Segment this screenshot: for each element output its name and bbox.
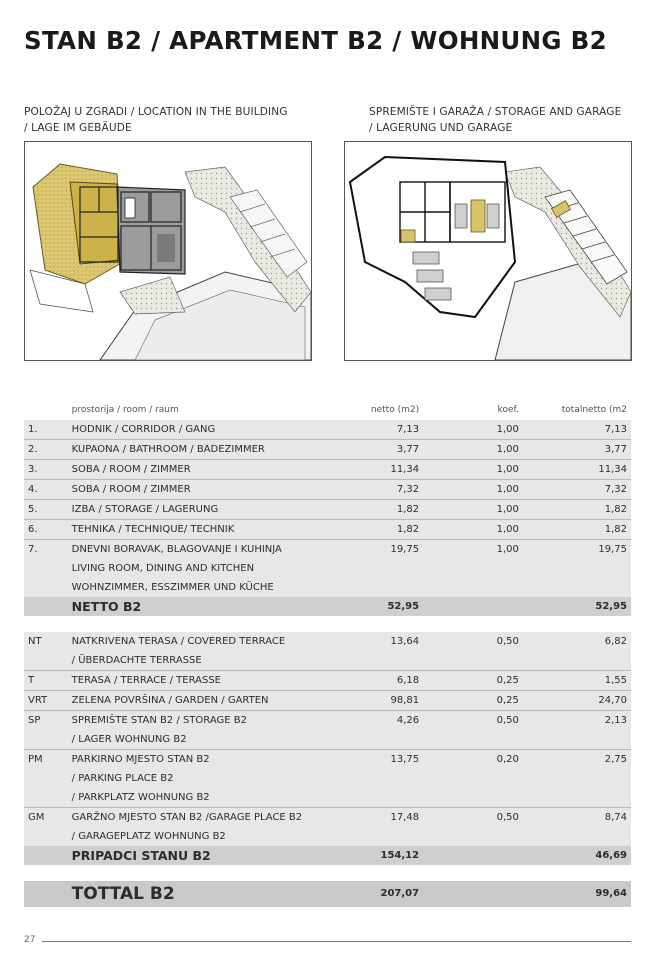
row-total: 2,13 [523, 711, 631, 731]
table-row [24, 420, 631, 440]
table-row [24, 808, 631, 828]
row-name: HODNIK / CORRIDOR / GANG [68, 420, 349, 440]
header-netto: netto (m2) [370, 405, 420, 415]
row-koef: 1,00 [423, 480, 523, 500]
table-row [24, 500, 631, 520]
table-row-continuation [24, 788, 631, 808]
row-name: KUPAONA / BATHROOM / BADEZIMMER [68, 440, 349, 460]
table-row [24, 520, 631, 540]
row-code: 7. [24, 540, 68, 560]
table-row [24, 440, 631, 460]
row-netto: 4,26 [348, 711, 423, 731]
row-koef: 1,00 [423, 540, 523, 560]
grand-total-label: TOTTAL B2 [68, 881, 349, 907]
storage-label-line1: SPREMIŠTE I GARAŽA / STORAGE AND GARAGE [369, 106, 622, 118]
row-code: GM [24, 808, 68, 828]
storage-garage-plan-image [344, 141, 632, 361]
table-row-continuation [24, 730, 631, 750]
grand-total-row [24, 881, 631, 907]
row-code: 1. [24, 420, 68, 440]
location-label-line2: / LAGE IM GEBÄUDE [24, 122, 132, 134]
row-name: PARKIRNO MJESTO STAN B2 [68, 750, 349, 770]
table-row [24, 671, 631, 691]
row-name: TERASA / TERRACE / TERASSE [68, 671, 349, 691]
row-netto: 6,18 [348, 671, 423, 691]
pripadci-total-row [24, 846, 631, 865]
table-row [24, 480, 631, 500]
footer-divider [42, 941, 631, 942]
location-plan-label [24, 104, 314, 136]
row-netto: 17,48 [348, 808, 423, 828]
row-netto: 7,13 [348, 420, 423, 440]
table-row-continuation [24, 651, 631, 671]
row-koef: 0,50 [423, 711, 523, 731]
table-row [24, 540, 631, 560]
row-name: LIVING ROOM, DINING AND KITCHEN [68, 559, 349, 578]
row-koef: 1,00 [423, 440, 523, 460]
row-name: WOHNZIMMER, ESSZIMMER UND KÜCHE [68, 578, 349, 597]
row-koef: 0,50 [423, 632, 523, 651]
row-code: PM [24, 750, 68, 770]
grand-total-total: 99,64 [523, 881, 631, 907]
row-koef: 1,00 [423, 420, 523, 440]
row-netto: 3,77 [348, 440, 423, 460]
row-name: / PARKING PLACE B2 [68, 769, 349, 788]
pripadci-total-total: 46,69 [523, 846, 631, 865]
row-name: ZELENA POVRŠINA / GARDEN / GARTEN [68, 691, 349, 711]
location-label-line1: POLOŽAJ U ZGRADI / LOCATION IN THE BUILDING [24, 106, 288, 118]
row-name: NATKRIVENA TERASA / COVERED TERRACE [68, 632, 349, 651]
row-netto: 98,81 [348, 691, 423, 711]
table-row-continuation [24, 578, 631, 597]
table-row [24, 750, 631, 770]
table-row-continuation [24, 769, 631, 788]
header-room: prostorija / room / raum [71, 405, 179, 415]
storage-plan-label [369, 104, 639, 136]
pripadci-total-label: PRIPADCI STANU B2 [68, 846, 349, 865]
row-code: 3. [24, 460, 68, 480]
row-koef: 1,00 [423, 520, 523, 540]
row-name: SOBA / ROOM / ZIMMER [68, 460, 349, 480]
row-koef: 1,00 [423, 500, 523, 520]
row-total: 7,32 [523, 480, 631, 500]
row-netto: 11,34 [348, 460, 423, 480]
location-plan-image [24, 141, 312, 361]
row-name: / ÜBERDACHTE TERRASSE [68, 651, 349, 671]
page-number: 27 [24, 935, 36, 945]
row-total: 24,70 [523, 691, 631, 711]
row-total: 1,82 [523, 500, 631, 520]
row-total: 1,55 [523, 671, 631, 691]
row-netto: 1,82 [348, 520, 423, 540]
row-koef: 0,20 [423, 750, 523, 770]
row-netto: 19,75 [348, 540, 423, 560]
row-netto: 7,32 [348, 480, 423, 500]
grand-total-netto: 207,07 [348, 881, 423, 907]
row-netto: 13,75 [348, 750, 423, 770]
row-code: 2. [24, 440, 68, 460]
table-row-continuation [24, 559, 631, 578]
row-netto: 13,64 [348, 632, 423, 651]
row-netto: 1,82 [348, 500, 423, 520]
room-area-table [24, 400, 631, 907]
row-code: NT [24, 632, 68, 651]
table-row [24, 460, 631, 480]
row-name: SOBA / ROOM / ZIMMER [68, 480, 349, 500]
storage-label-line2: / LAGERUNG UND GARAGE [369, 122, 513, 134]
pripadci-total-netto: 154,12 [348, 846, 423, 865]
row-name: / GARAGEPLATZ WOHNUNG B2 [68, 827, 349, 846]
row-name: / LAGER WOHNUNG B2 [68, 730, 349, 750]
netto-total-row [24, 597, 631, 616]
netto-total-label: NETTO B2 [68, 597, 349, 616]
row-total: 6,82 [523, 632, 631, 651]
row-total: 3,77 [523, 440, 631, 460]
table-row [24, 711, 631, 731]
row-name: DNEVNI BORAVAK, BLAGOVANJE I KUHINJA [68, 540, 349, 560]
row-total: 11,34 [523, 460, 631, 480]
row-koef: 0,25 [423, 691, 523, 711]
netto-total-total: 52,95 [523, 597, 631, 616]
row-total: 19,75 [523, 540, 631, 560]
row-koef: 0,50 [423, 808, 523, 828]
row-code: 5. [24, 500, 68, 520]
row-code: SP [24, 711, 68, 731]
row-code: 6. [24, 520, 68, 540]
row-code: VRT [24, 691, 68, 711]
row-total: 7,13 [523, 420, 631, 440]
row-code: T [24, 671, 68, 691]
table-header [24, 400, 631, 420]
row-koef: 1,00 [423, 460, 523, 480]
header-total: totalnetto (m2 [561, 405, 627, 415]
row-name: / PARKPLATZ WOHNUNG B2 [68, 788, 349, 808]
row-total: 2,75 [523, 750, 631, 770]
header-koef: koef. [497, 405, 519, 415]
row-name: IZBA / STORAGE / LAGERUNG [68, 500, 349, 520]
row-code: 4. [24, 480, 68, 500]
table-row-continuation [24, 827, 631, 846]
row-name: GARŽNO MJESTO STAN B2 /GARAGE PLACE B2 [68, 808, 349, 828]
table-row [24, 691, 631, 711]
row-total: 1,82 [523, 520, 631, 540]
table-row [24, 632, 631, 651]
row-name: SPREMIŠTE STAN B2 / STORAGE B2 [68, 711, 349, 731]
row-total: 8,74 [523, 808, 631, 828]
row-name: TEHNIKA / TECHNIQUE/ TECHNIK [68, 520, 349, 540]
netto-total-netto: 52,95 [348, 597, 423, 616]
row-koef: 0,25 [423, 671, 523, 691]
page-title: STAN B2 / APARTMENT B2 / WOHNUNG B2 [24, 26, 607, 55]
